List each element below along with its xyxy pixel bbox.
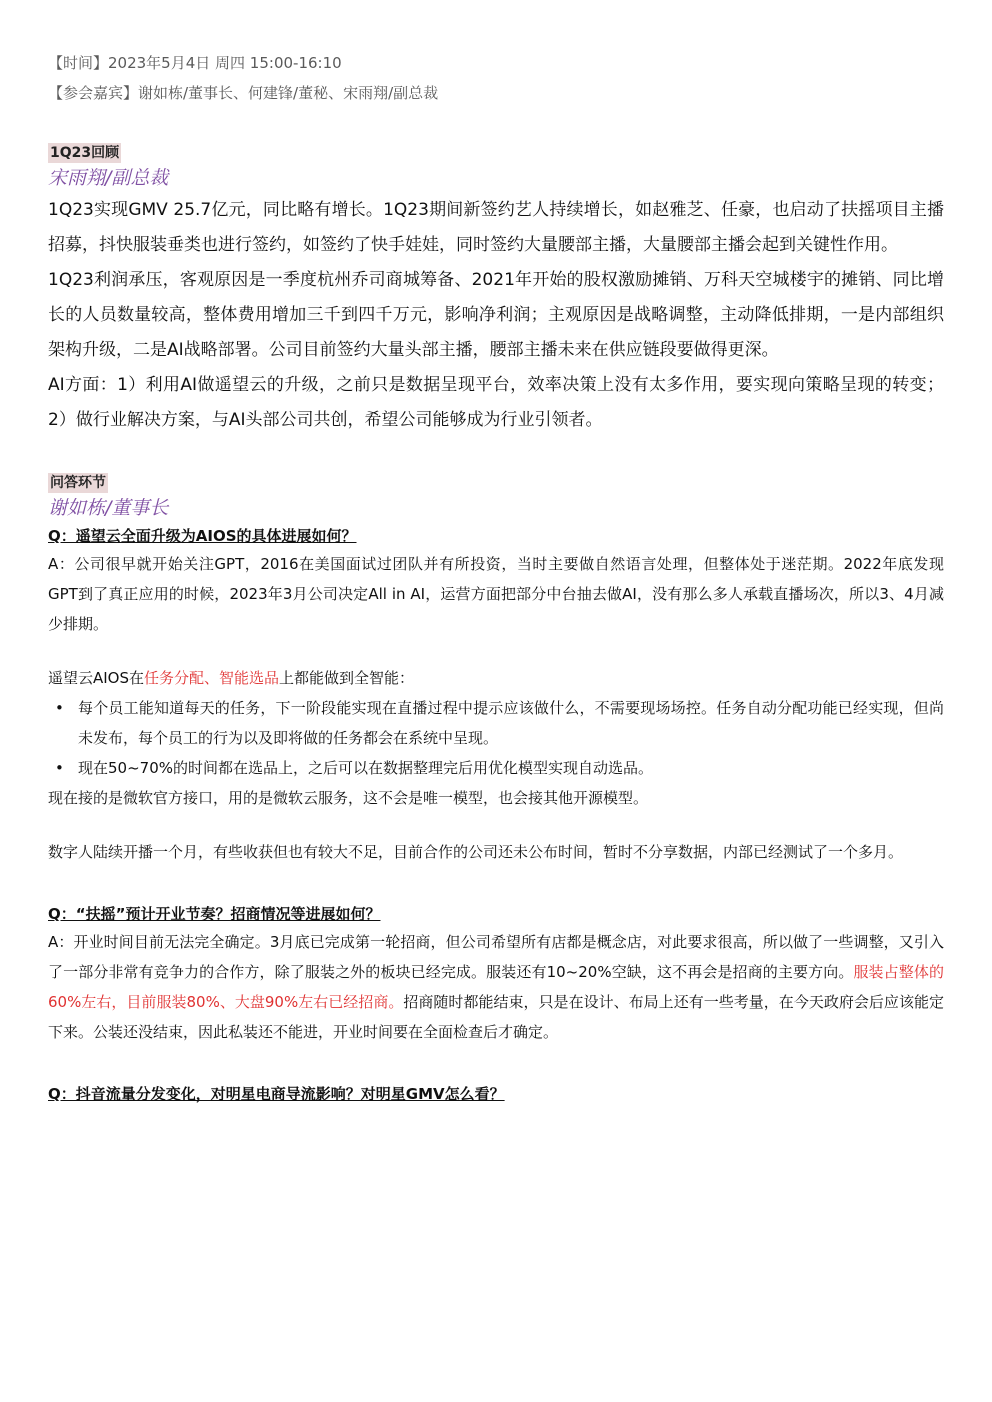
list-item xyxy=(48,753,944,783)
question-douyin: Q：抖音流量分发变化，对明星电商导流影响？对明星GMV怎么看？ xyxy=(48,1085,505,1103)
aios-intro-text-end: 上都能做到全智能： xyxy=(279,669,415,687)
question-fuyao: Q：“扶摇”预计开业节奏？招商情况等进展如何？ xyxy=(48,905,381,923)
list-item-text: 每个员工能知道每天的任务，下一阶段能实现在直播过程中提示应该做什么，不需要现场场控。任务自动分配功能已经实现，但尚未发布，每个员工的行为以及即将做的任务都会在系统中呈现。 xyxy=(78,699,944,747)
bullet-icon: • xyxy=(55,699,64,717)
answer-fuyao-highlight: 服装占整体的60%左右，目前服装80%、大盘90%左右已经招商。 xyxy=(48,963,944,1011)
review-paragraph-ai: AI方面：1）利用AI做遥望云的升级，之前只是数据呈现平台，效率决策上没有太多作用，要实现向策略呈现的转变；2）做行业解决方案，与AI头部公司共创，希望公司能够成为行业引领者。 xyxy=(48,375,944,430)
aios-bullet-list xyxy=(48,693,944,783)
aios-intro-text: 遥望云AIOS在 xyxy=(48,669,145,687)
meeting-guests: 【参会嘉宾】谢如栋/董事长、何建锋/董秘、宋雨翔/副总裁 xyxy=(48,84,439,102)
meeting-time: 【时间】2023年5月4日 周四 15:00-16:10 xyxy=(48,54,342,72)
list-item xyxy=(48,693,944,753)
answer-fuyao xyxy=(48,927,944,1047)
qa-section xyxy=(48,472,944,1107)
aios-highlight: 任务分配、智能选品 xyxy=(144,669,280,687)
review-paragraph-profit: 1Q23利润承压，客观原因是一季度杭州乔司商城筹备、2021年开始的股权激励摊销、万科天空城楼宇的摊销、同比增长的人员数量较高，整体费用增加三千到四千万元，影响净利润；主观原因是战略调整，主动降低排期，一是内部组织架构升级，二是AI战略部署。公司目前签约大量头部主播，腰部主播未来在供应链段要做得更深。 xyxy=(48,270,944,360)
speaker-name: 谢如栋/董事长 xyxy=(48,497,169,519)
speaker-name: 宋雨翔/副总裁 xyxy=(48,167,169,189)
review-section xyxy=(48,142,944,438)
answer-aios: A：公司很早就开始关注GPT，2016在美国面试过团队并有所投资，当时主要做自然语言处理，但整体处于迷茫期。2022年底发现GPT到了真正应用的时候，2023年3月公司决定All in AI，运营方面把部分中台抽去做AI，没有那么多人承载直播场次，所以3、4月减少排期。 xyxy=(48,555,944,633)
section-tag-review: 1Q23回顾 xyxy=(50,145,120,161)
aios-intro xyxy=(48,663,944,693)
list-item-text: 现在50~70%的时间都在选品上，之后可以在数据整理完后用优化模型实现自动选品。 xyxy=(78,759,653,777)
review-paragraph-gmv: 1Q23实现GMV 25.7亿元，同比略有增长。1Q23期间新签约艺人持续增长，如赵雅芝、任豪，也启动了扶摇项目主播招募，抖快服装垂类也进行签约，如签约了快手娃娃，同时签约大量腰部主播，大量腰部主播会起到关键性作用。 xyxy=(48,200,944,255)
answer-fuyao-text-end: 招商随时都能结束，只是在设计、布局上还有一些考量，在今天政府会后应该能定下来。公装还没结束，因此私装还不能进，开业时间要在全面检查后才确定。 xyxy=(48,993,944,1041)
answer-fuyao-text: A：开业时间目前无法完全确定。3月底已完成第一轮招商，但公司希望所有店都是概念店，对此要求很高，所以做了一些调整，又引入了一部分非常有竞争力的合作方，除了服装之外的板块已经完成。服装还有10~20%空缺，这不再会是招商的主要方向。 xyxy=(48,933,944,981)
microsoft-interface-note: 现在接的是微软官方接口，用的是微软云服务，这不会是唯一模型，也会接其他开源模型。 xyxy=(48,789,649,807)
bullet-icon: • xyxy=(55,759,64,777)
document-page xyxy=(48,48,944,1107)
question-aios: Q：遥望云全面升级为AIOS的具体进展如何？ xyxy=(48,527,357,545)
digital-human-note: 数字人陆续开播一个月，有些收获但也有较大不足，目前合作的公司还未公布时间，暂时不分享数据，内部已经测试了一个多月。 xyxy=(48,843,904,861)
section-tag-qa: 问答环节 xyxy=(50,475,106,491)
